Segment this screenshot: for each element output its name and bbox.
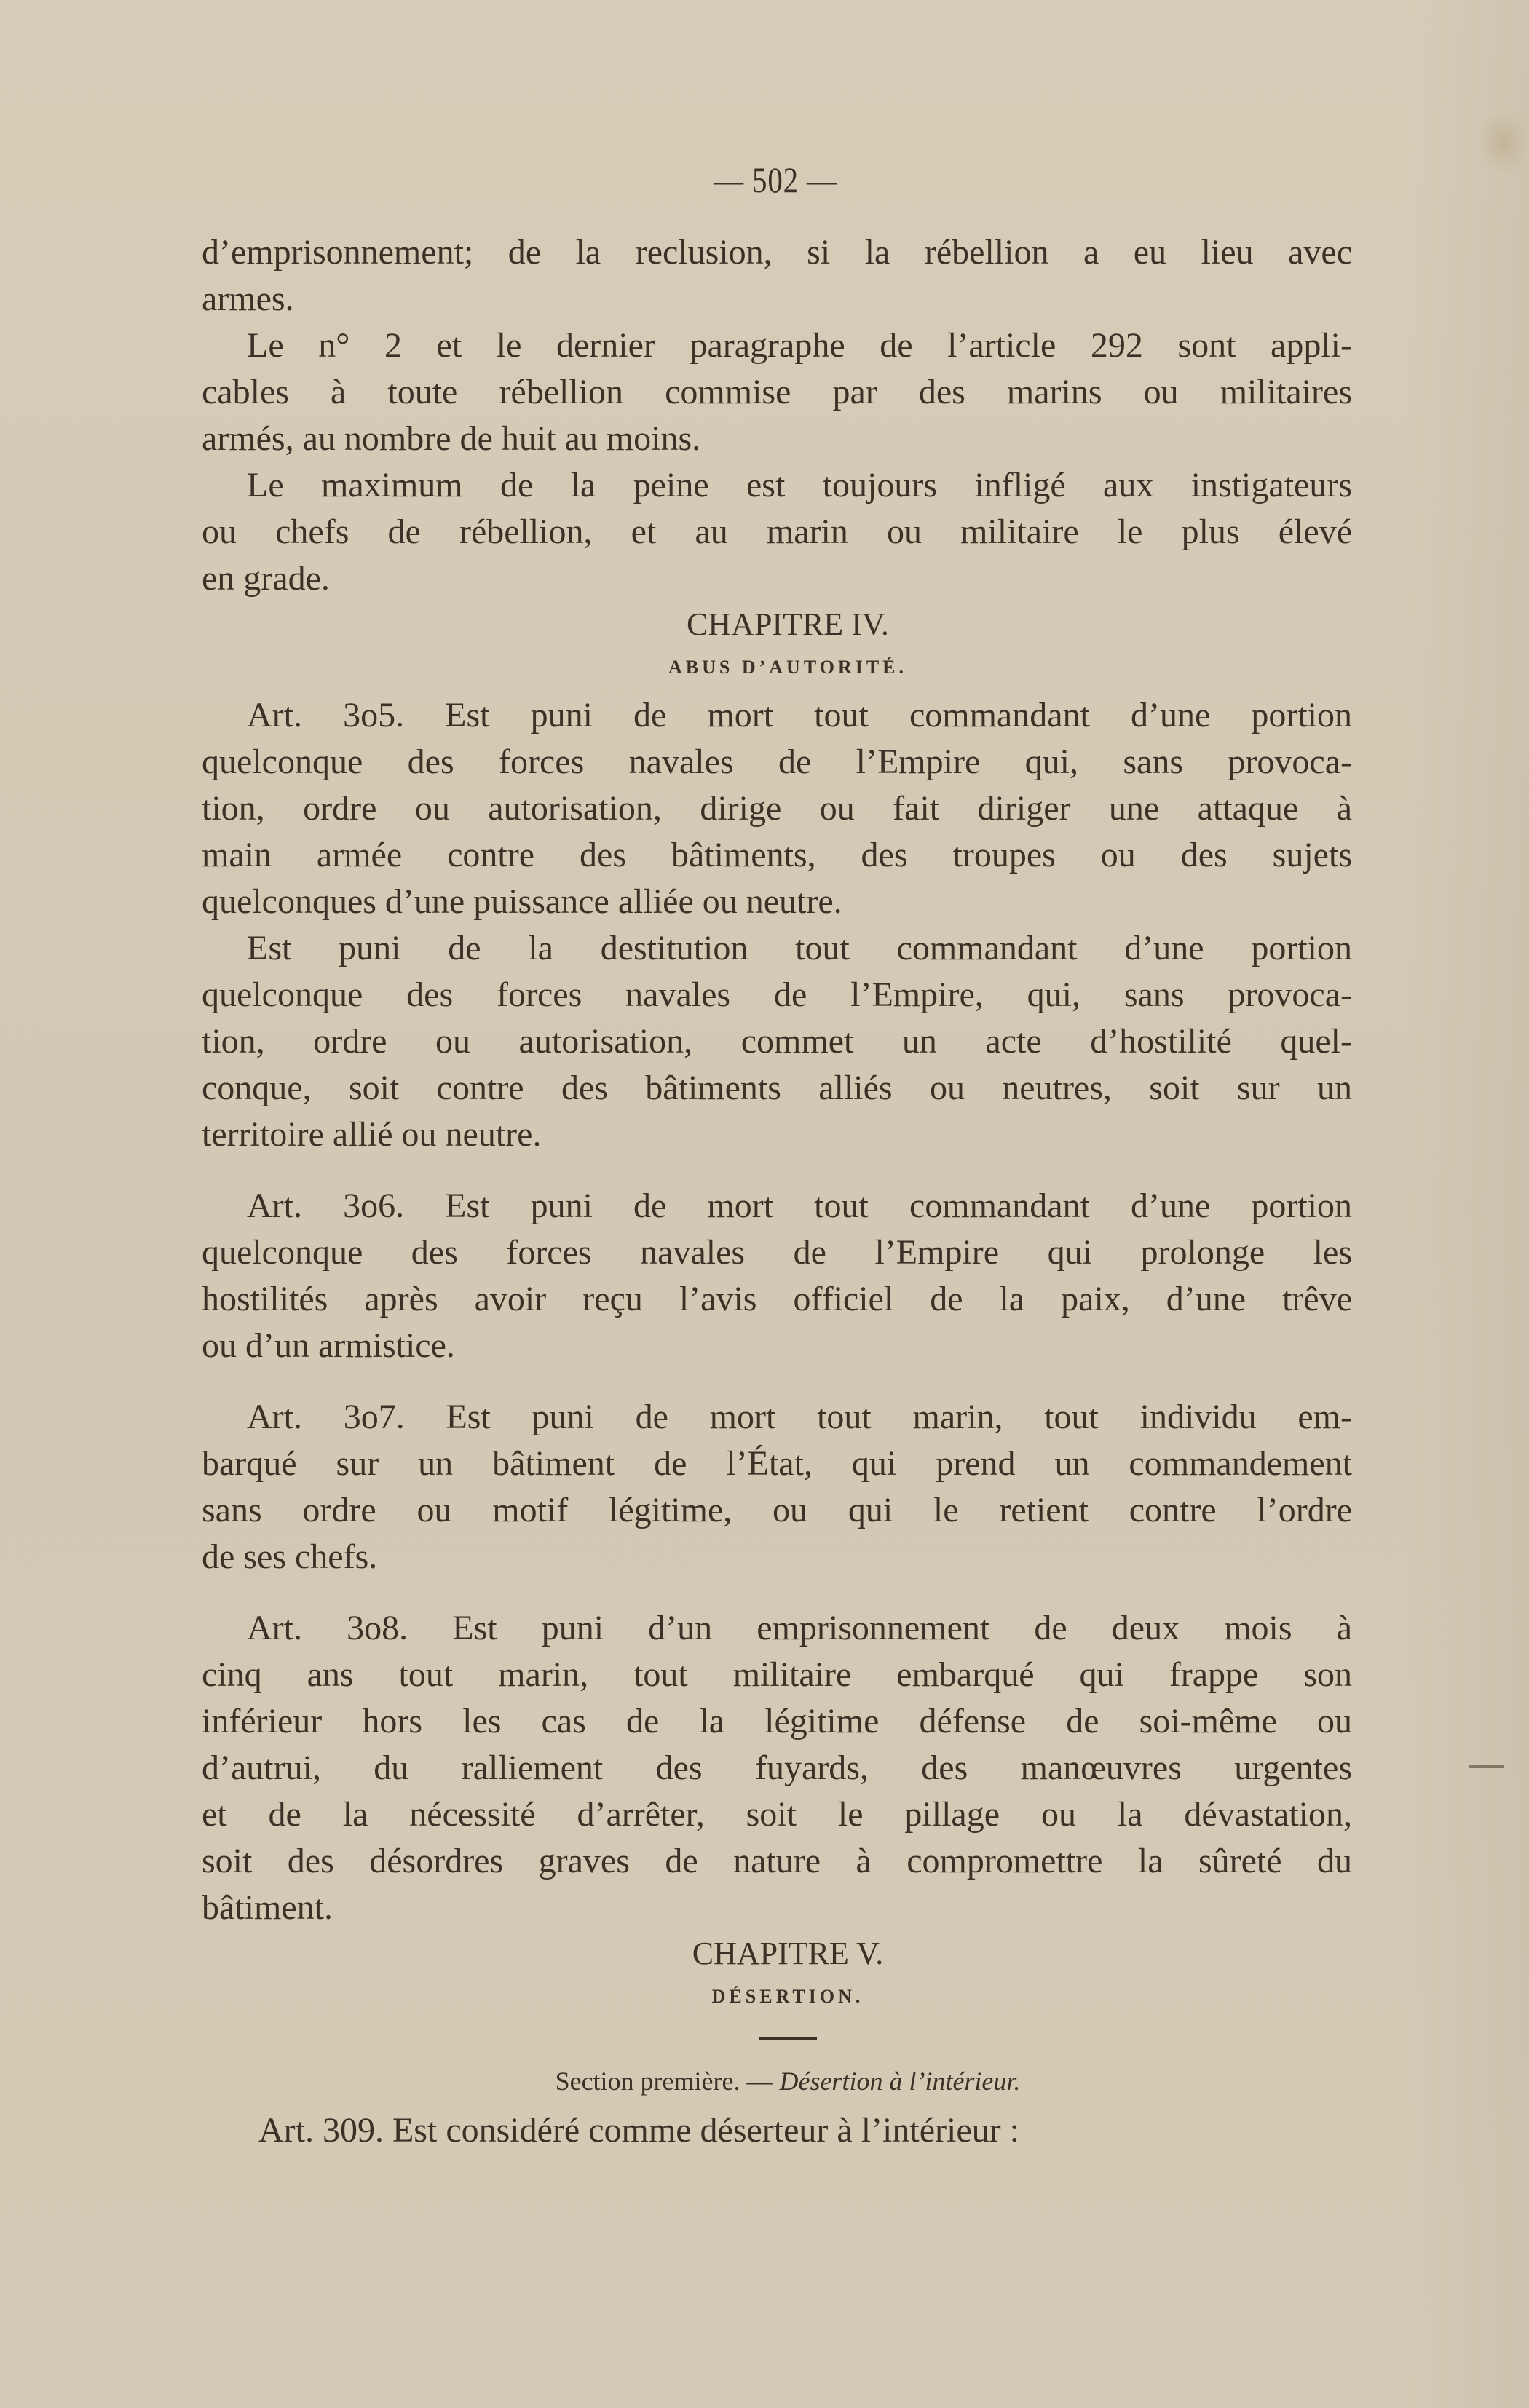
article-307	[202, 1394, 1352, 1580]
text-line: quelconque des forces navales de l’Empire qui, sans provoca-	[202, 742, 1352, 781]
text-line: ou chefs de rébellion, et au marin ou militaire le plus élevé	[202, 512, 1352, 551]
text-line: quelconque des forces navales de l’Empire, qui, sans provoca-	[202, 975, 1352, 1014]
chapter-4-title: CHAPITRE IV.	[687, 606, 889, 642]
text-line: quelconque des forces navales de l’Empire qui prolonge les	[202, 1233, 1352, 1272]
section-title: Désertion à l’intérieur.	[779, 2067, 1021, 2096]
text-line: soit des désordres graves de nature à compromettre la sûreté du	[202, 1842, 1352, 1880]
text-line: armés, au nombre de huit au moins.	[202, 419, 701, 458]
article-306	[202, 1183, 1352, 1369]
article-305-paragraph-2	[202, 925, 1352, 1158]
text-line: Art. 3o7. Est puni de mort tout marin, tout individu em-	[247, 1398, 1352, 1436]
chapter-5-title: CHAPITRE V.	[692, 1936, 884, 1971]
paragraph-gap	[202, 1369, 1352, 1394]
text-line: et de la nécessité d’arrêter, soit le pillage ou la dévastation,	[202, 1795, 1352, 1834]
text-line: territoire allié ou neutre.	[202, 1115, 542, 1154]
text-line: barqué sur un bâtiment de l’État, qui prend un commandement	[202, 1444, 1352, 1483]
section-label: Section première.	[555, 2067, 740, 2096]
text-line: de ses chefs.	[202, 1537, 378, 1576]
page-number: — 502 —	[714, 159, 837, 200]
text-line: sans ordre ou motif légitime, ou qui le retient contre l’ordre	[202, 1491, 1352, 1529]
article-308	[202, 1605, 1352, 1931]
text-line: cables à toute rébellion commise par des marins ou militaires	[202, 373, 1352, 411]
paragraph-no2	[202, 322, 1352, 462]
margin-mark	[1469, 1765, 1504, 1768]
paper-stain	[1478, 109, 1529, 175]
text-line: en grade.	[202, 559, 330, 598]
text-line: Le maximum de la peine est toujours infligé aux instigateurs	[247, 466, 1352, 504]
text-line: d’autrui, du ralliement des fuyards, des manœuvres urgentes	[202, 1748, 1352, 1787]
text-line: cinq ans tout marin, tout militaire embarqué qui frappe son	[202, 1655, 1352, 1694]
paragraph-gap	[202, 1158, 1352, 1183]
text-line: ou d’un armistice.	[202, 1326, 455, 1365]
section-heading	[224, 2059, 1352, 2103]
text-line: armes.	[202, 280, 294, 318]
paragraph-gap	[202, 1580, 1352, 1605]
article-309	[202, 2107, 1352, 2154]
text-line: Art. 309. Est considéré comme déserteur à l’intérieur :	[258, 2111, 1019, 2150]
text-line: bâtiment.	[202, 1888, 333, 1927]
text-line: Est puni de la destitution tout commandant d’une portion	[247, 929, 1352, 967]
article-305	[202, 692, 1352, 925]
text-line: tion, ordre ou autorisation, dirige ou fait diriger une attaque à	[202, 789, 1352, 828]
text-line: inférieur hors les cas de la légitime défense de soi-même ou	[202, 1702, 1352, 1740]
text-line: tion, ordre ou autorisation, commet un acte d’hostilité quel-	[202, 1022, 1352, 1061]
section-divider	[759, 2037, 817, 2040]
text-line: d’emprisonnement; de la reclusion, si la rébellion a eu lieu avec	[202, 233, 1352, 272]
section-dash: —	[740, 2067, 780, 2096]
text-line: Art. 3o8. Est puni d’un emprisonnement de deux mois à	[247, 1609, 1352, 1647]
text-line: Art. 3o6. Est puni de mort tout commandant d’une portion	[247, 1187, 1352, 1225]
text-line: quelconques d’une puissance alliée ou neutre.	[202, 882, 842, 921]
chapter-5-subtitle: DÉSERTION.	[711, 1986, 864, 2007]
text-line: main armée contre des bâtiments, des troupes ou des sujets	[202, 836, 1352, 874]
text-line: Le n° 2 et le dernier paragraphe de l’article 292 sont appli-	[247, 326, 1352, 365]
continuation-paragraph	[202, 229, 1352, 322]
text-line: Art. 3o5. Est puni de mort tout commandant d’une portion	[247, 696, 1352, 734]
body-text	[202, 229, 1352, 2154]
paragraph-maximum	[202, 462, 1352, 602]
text-line: hostilités après avoir reçu l’avis officiel de la paix, d’une trêve	[202, 1280, 1352, 1318]
chapter-4-subtitle: ABUS D’AUTORITÉ.	[668, 657, 907, 678]
text-line: conque, soit contre des bâtiments alliés ou neutres, soit sur un	[202, 1069, 1352, 1107]
